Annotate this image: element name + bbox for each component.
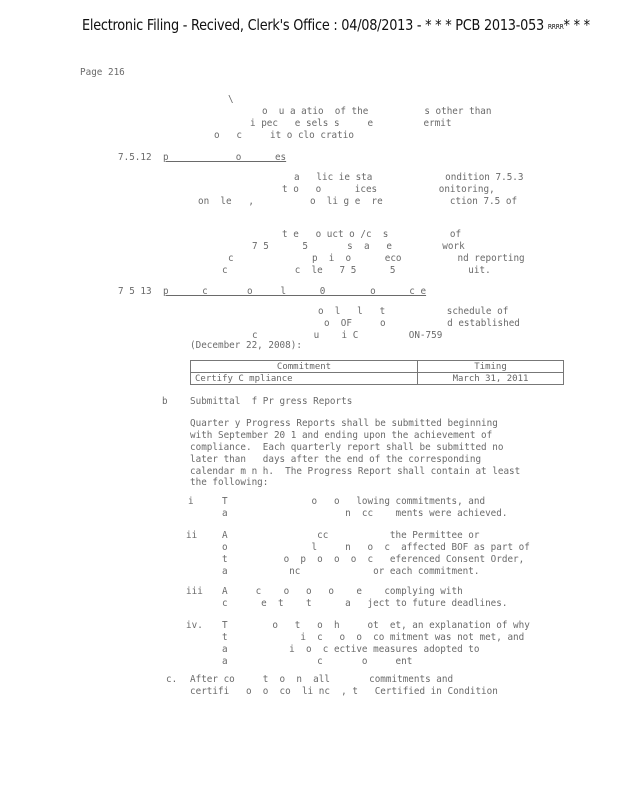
item-number: iv. <box>186 620 203 631</box>
text-line: compliance. Each quarterly report shall be submitted no <box>190 442 504 453</box>
table-header: Commitment <box>191 361 418 373</box>
item-number: i <box>188 496 194 507</box>
text-line: (December 22, 2008): <box>190 340 302 351</box>
text-line: A cc the Permittee or <box>222 530 480 541</box>
text-line: o l n o c affected BOF as part of <box>222 542 530 553</box>
section-number: 7 5 13 <box>118 286 152 297</box>
text-line: on le , o li g e re ction 7.5 of <box>198 196 518 207</box>
filing-stamp: Electronic Filing - Recived, Clerk's Office : 04/08/2013 - * * * PCB 2013-053 RRRR* * * <box>82 16 590 34</box>
text-line: c e t t a ject to future deadlines. <box>222 598 508 609</box>
text-line: 7 5 5 s a e work <box>252 241 465 252</box>
text-line: Quarter y Progress Reports shall be submitted beginning <box>190 418 498 429</box>
text-line: i pec e sels s e ermit <box>250 118 452 129</box>
text-line: c u i C ON-759 <box>252 330 443 341</box>
text-line: o c it o clo cratio <box>214 130 354 141</box>
text-line: t o p o o o c eferenced Consent Order, <box>222 554 525 565</box>
text-line: with September 20 1 and ending upon the achievement of <box>190 430 493 441</box>
section-heading: p c o l 0 o c e <box>163 286 427 297</box>
item-letter: b <box>162 396 168 407</box>
table-row <box>191 373 564 385</box>
text-line: a lic ie sta ondition 7.5.3 <box>294 172 524 183</box>
text-line: a i o c ective measures adopted to <box>222 644 480 655</box>
text-line: After co t o n all commitments and <box>190 674 454 685</box>
text-line: t e o uct o /c s of <box>282 229 462 240</box>
text-line: o u a atio of the s other than <box>262 106 492 117</box>
table-header: Timing <box>418 361 564 373</box>
text-line: \ <box>228 94 234 105</box>
commitment-table <box>190 360 564 385</box>
subsection-heading: Submittal f Pr gress Reports <box>190 396 353 407</box>
text-line: later than days after the end of the corresponding <box>190 454 482 465</box>
table-cell: Certify C mpliance <box>191 373 418 385</box>
text-line: a n cc ments were achieved. <box>222 508 508 519</box>
text-line: T o o lowing commitments, and <box>222 496 486 507</box>
section-heading: p o es <box>163 152 287 163</box>
text-line: T o t o h ot et, an explanation of why <box>222 620 530 631</box>
item-number: ii <box>186 530 198 541</box>
text-line: the following: <box>190 477 269 488</box>
item-number: iii <box>186 586 203 597</box>
page-label: Page 216 <box>80 67 125 78</box>
item-letter: c. <box>166 674 178 685</box>
text-line: c c le 7 5 5 uit. <box>222 265 491 276</box>
text-line: a nc or each commitment. <box>222 566 480 577</box>
text-line: t o o ices onitoring, <box>282 184 495 195</box>
text-line: o OF o d established <box>324 318 520 329</box>
section-number: 7.5.12 <box>118 152 152 163</box>
text-line: certifi o o co li nc , t Certified in Condition <box>190 686 498 697</box>
text-line: c p i o eco nd reporting <box>228 253 525 264</box>
text-line: calendar m n h. The Progress Report shall contain at least <box>190 466 521 477</box>
text-line: a c o ent <box>222 656 413 667</box>
table-header-row <box>191 361 564 373</box>
text-line: A c o o o e complying with <box>222 586 463 597</box>
text-line: t i c o o co mitment was not met, and <box>222 632 525 643</box>
text-line: o l l t schedule of <box>318 306 509 317</box>
table-cell: March 31, 2011 <box>418 373 564 385</box>
